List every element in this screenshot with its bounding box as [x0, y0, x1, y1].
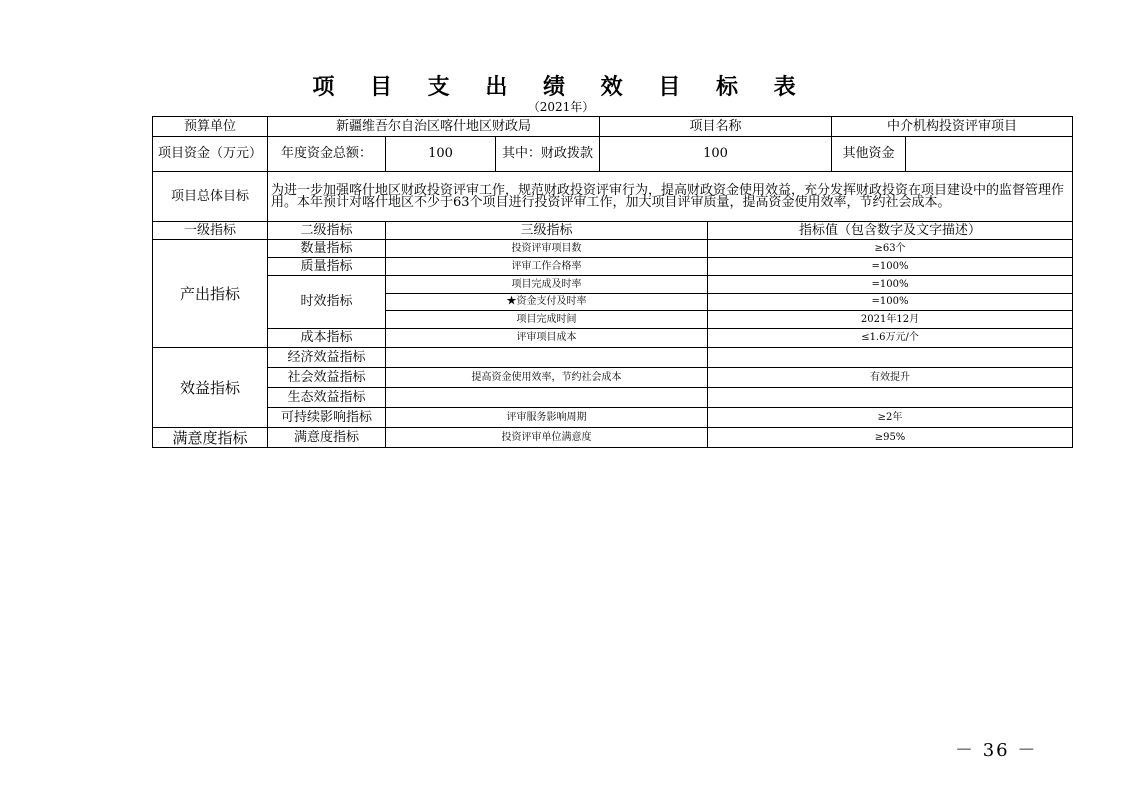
table-row	[153, 240, 1073, 258]
funds-label: 项目资金（万元）	[153, 137, 268, 172]
value-cell: ≥95%	[708, 428, 1073, 448]
goal-text: 为进一步加强喀什地区财政投资评审工作，规范财政投资评审行为，提高财政资金使用效益，充分发挥财政投资在项目建设中的监督管理作用。本年预计对喀什地区不少于63个项目进行投资评审工作，加大项目评审质量，提高资金使用效率，节约社会成本。	[268, 172, 1073, 222]
level2-cell: 时效指标	[268, 276, 386, 329]
funds-row	[153, 137, 1073, 172]
level3-cell: 评审服务影响周期	[386, 408, 708, 428]
level2-cell: 经济效益指标	[268, 348, 386, 368]
table-row	[153, 368, 1073, 388]
level2-cell: 满意度指标	[268, 428, 386, 448]
level2-cell: 社会效益指标	[268, 368, 386, 388]
group-benefit: 效益指标	[153, 348, 268, 428]
value-cell	[708, 348, 1073, 368]
value-cell: 2021年12月	[708, 311, 1073, 329]
table-row	[153, 276, 1073, 294]
group-output: 产出指标	[153, 240, 268, 348]
level3-cell: 评审项目成本	[386, 329, 708, 348]
level3-cell	[386, 348, 708, 368]
value-cell: 有效提升	[708, 368, 1073, 388]
level2-cell: 质量指标	[268, 258, 386, 276]
table-row	[153, 258, 1073, 276]
table-row	[153, 408, 1073, 428]
value-cell: =100%	[708, 276, 1073, 294]
value-cell	[708, 388, 1073, 408]
value-cell: ≥2年	[708, 408, 1073, 428]
fiscal-funds-label: 其中：财政拨款	[496, 137, 600, 172]
level3-cell: 提高资金使用效率，节约社会成本	[386, 368, 708, 388]
level3-cell	[386, 388, 708, 408]
col-level1: 一级指标	[153, 222, 268, 240]
level3-cell: 项目完成及时率	[386, 276, 708, 294]
table-row	[153, 388, 1073, 408]
table-row	[153, 428, 1073, 448]
level2-cell: 可持续影响指标	[268, 408, 386, 428]
level2-cell: 成本指标	[268, 329, 386, 348]
group-satisfaction: 满意度指标	[153, 428, 268, 448]
value-cell: =100%	[708, 294, 1073, 311]
level3-cell: 投资评审项目数	[386, 240, 708, 258]
page-number: － 36 －	[955, 740, 1038, 761]
level2-cell: 生态效益指标	[268, 388, 386, 408]
budget-unit-value: 新疆维吾尔自治区喀什地区财政局	[268, 117, 600, 137]
col-level2: 二级指标	[268, 222, 386, 240]
value-cell: ≥63个	[708, 240, 1073, 258]
other-funds-label: 其他资金	[832, 137, 906, 172]
goal-label: 项目总体目标	[153, 172, 268, 222]
col-level3: 三级指标	[386, 222, 708, 240]
page-title: 项 目 支 出 绩 效 目 标 表	[312, 75, 810, 100]
annual-total-value: 100	[386, 137, 496, 172]
level3-cell: 投资评审单位满意度	[386, 428, 708, 448]
level3-cell: ★资金支付及时率	[386, 294, 708, 311]
project-name-label: 项目名称	[600, 117, 832, 137]
header-row	[153, 117, 1073, 137]
table-row	[153, 329, 1073, 348]
year-subtitle: （2021年）	[527, 100, 595, 114]
table-row	[153, 348, 1073, 368]
annual-total-label: 年度资金总额：	[268, 137, 386, 172]
other-funds-value	[906, 137, 1073, 172]
column-header-row	[153, 222, 1073, 240]
project-name-value: 中介机构投资评审项目	[832, 117, 1073, 137]
level3-cell: 项目完成时间	[386, 311, 708, 329]
value-cell: =100%	[708, 258, 1073, 276]
col-value: 指标值（包含数字及文字描述）	[708, 222, 1073, 240]
performance-target-table	[152, 116, 1073, 448]
level2-cell: 数量指标	[268, 240, 386, 258]
budget-unit-label: 预算单位	[153, 117, 268, 137]
level3-cell: 评审工作合格率	[386, 258, 708, 276]
value-cell: ≤1.6万元/个	[708, 329, 1073, 348]
goal-row	[153, 172, 1073, 222]
fiscal-funds-value: 100	[600, 137, 832, 172]
